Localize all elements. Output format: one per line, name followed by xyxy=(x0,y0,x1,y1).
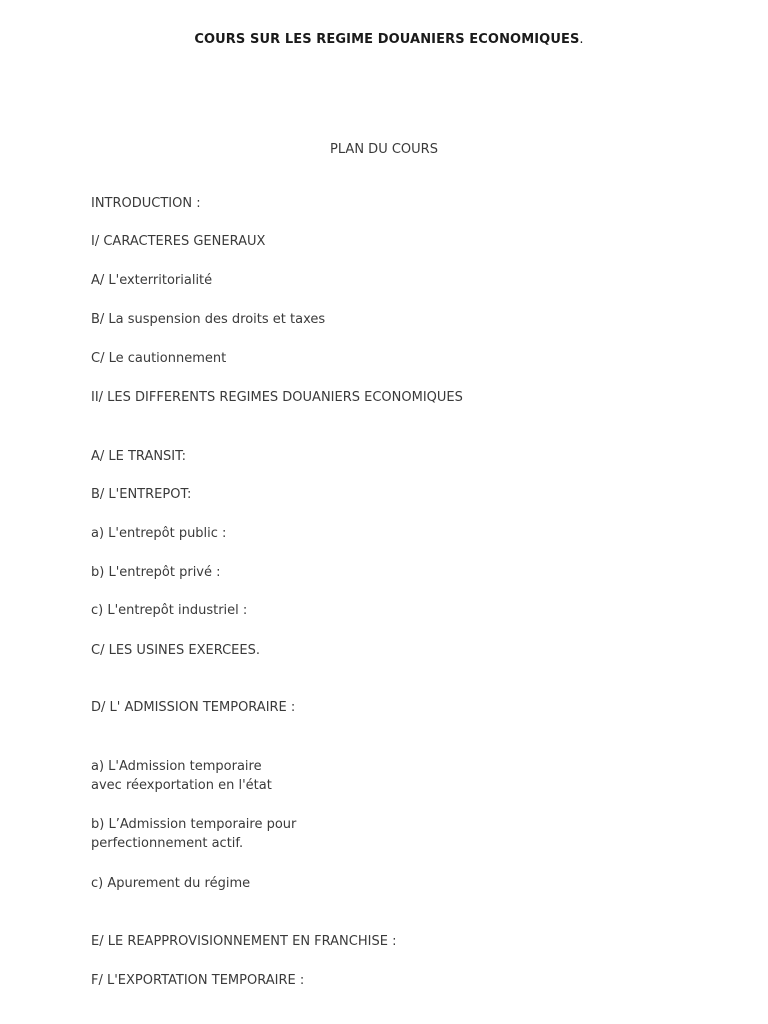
document-title-text: COURS SUR LES REGIME DOUANIERS ECONOMIQUES xyxy=(194,32,580,47)
outline-part2-d: D/ L' ADMISSION TEMPORAIRE : xyxy=(91,700,296,715)
outline-part2-d-b-line1: b) L’Admission temporaire pour xyxy=(91,817,297,832)
outline-part2-d-a-line1: a) L'Admission temporaire xyxy=(91,759,262,774)
outline-part2-b-a: a) L'entrepôt public : xyxy=(91,526,227,541)
outline-part1-a: A/ L'exterritorialité xyxy=(91,273,213,288)
outline-part2-heading: II/ LES DIFFERENTS REGIMES DOUANIERS ECONOMIQUES xyxy=(91,390,463,405)
outline-part2-b: B/ L'ENTREPOT: xyxy=(91,487,192,502)
outline-part2-a: A/ LE TRANSIT: xyxy=(91,449,187,464)
plan-heading: PLAN DU COURS xyxy=(330,142,438,157)
outline-part2-d-a-line2: avec réexportation en l'état xyxy=(91,778,272,793)
outline-part1-c: C/ Le cautionnement xyxy=(91,351,227,366)
outline-part1-heading: I/ CARACTERES GENERAUX xyxy=(91,234,266,249)
outline-part2-d-b-line2: perfectionnement actif. xyxy=(91,836,244,851)
outline-part2-c: C/ LES USINES EXERCEES. xyxy=(91,643,260,658)
outline-part1-b: B/ La suspension des droits et taxes xyxy=(91,312,326,327)
document-title-period: . xyxy=(579,32,584,47)
outline-introduction: INTRODUCTION : xyxy=(91,196,201,211)
outline-part2-d-c: c) Apurement du régime xyxy=(91,876,251,891)
outline-part2-e: E/ LE REAPPROVISIONNEMENT EN FRANCHISE : xyxy=(91,934,397,949)
outline-part2-b-c: c) L'entrepôt industriel : xyxy=(91,603,248,618)
outline-part2-b-b: b) L'entrepôt privé : xyxy=(91,565,221,580)
outline-part2-f: F/ L'EXPORTATION TEMPORAIRE : xyxy=(91,973,305,988)
document-title xyxy=(0,32,768,47)
